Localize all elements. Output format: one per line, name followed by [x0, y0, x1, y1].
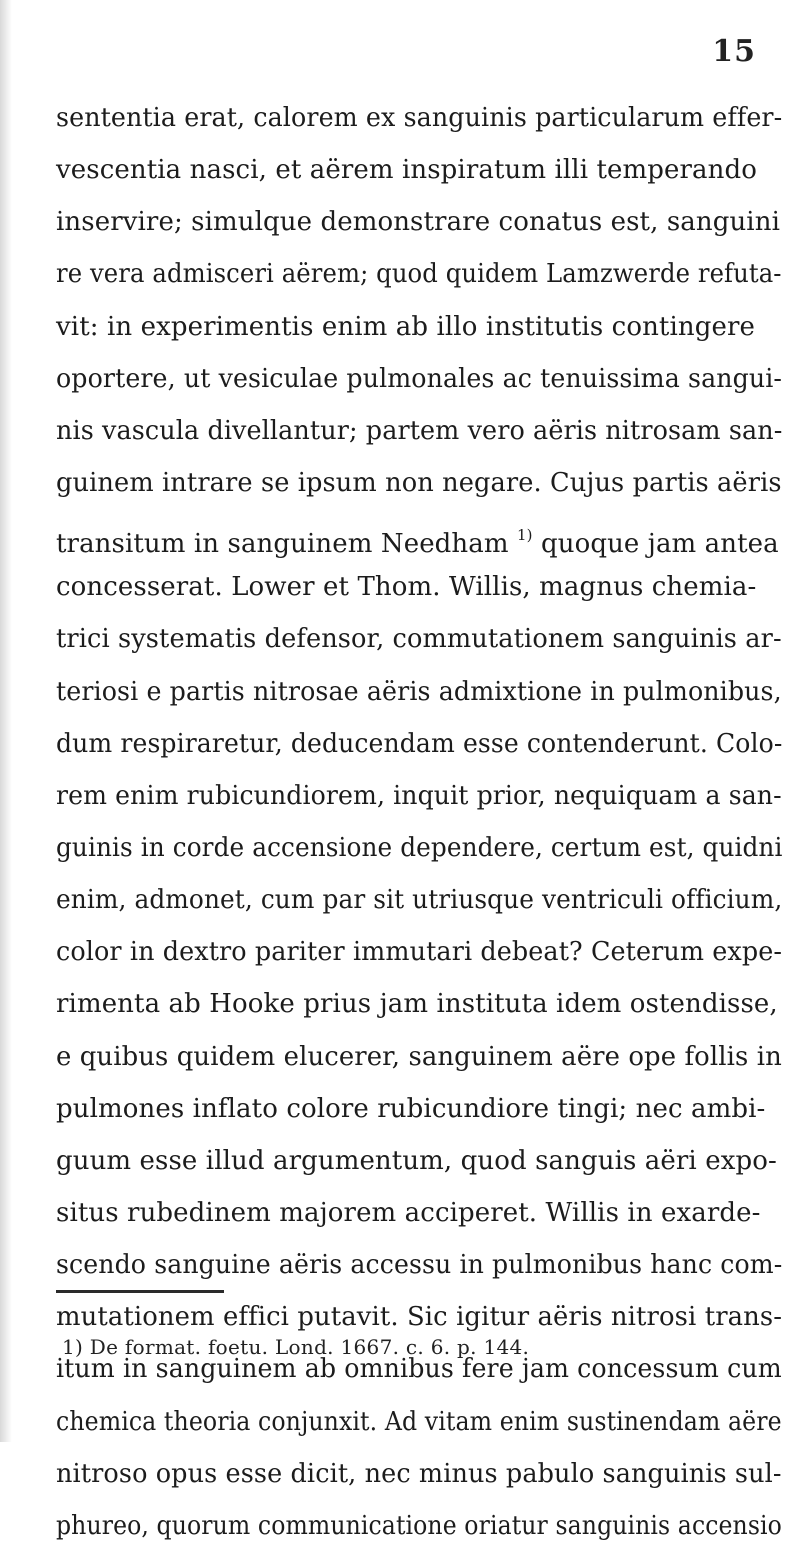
- text-line: scendo sanguine aëris accessu in pulmonibus hanc com-: [56, 1250, 783, 1281]
- text-line: guinis in corde accensione dependere, certum est, quidni: [56, 832, 783, 863]
- text-line: sententia erat, calorem ex sanguinis particularum effer-: [56, 103, 783, 133]
- text-line: phureo, quorum communicatione oriatur sanguinis accensio: [56, 1510, 782, 1541]
- text-line: color in dextro pariter immutari debeat? Ceterum expe-: [56, 937, 783, 968]
- text-line: chemica theoria conjunxit. Ad vitam enim sustinendam aëre: [56, 1406, 782, 1437]
- text-line: mutationem effici putavit. Sic igitur aëris nitrosi trans-: [56, 1302, 783, 1333]
- footnote: 1) De format. foetu. Lond. 1667. c. 6. p. 144.: [62, 1335, 530, 1359]
- text-line: enim, admonet, cum par sit utriusque ventriculi officium,: [56, 885, 783, 916]
- text-line-end: quoque jam antea: [541, 529, 779, 560]
- text-line: teriosi e partis nitrosae aëris admixtione in pulmonibus,: [56, 676, 782, 707]
- footnote-divider: [56, 1290, 224, 1293]
- page-number: 15: [712, 34, 756, 69]
- text-line: vit: in experimentis enim ab illo institutis contingere: [56, 311, 755, 342]
- text-line-with-note: [56, 509, 782, 561]
- text-line: situs rubedinem majorem acciperet. Willis in exarde-: [56, 1197, 761, 1228]
- text-line: re vera admisceri aërem; quod quidem Lamzwerde refuta-: [56, 259, 782, 290]
- text-line: rem enim rubicundiorem, inquit prior, nequiquam a san-: [56, 780, 782, 811]
- text-line: oportere, ut vesiculae pulmonales ac tenuissima sangui-: [56, 363, 783, 394]
- text-line: guinem intrare se ipsum non negare. Cujus partis aëris: [56, 467, 782, 498]
- body-text: [56, 92, 782, 1552]
- footnote-marker: 1): [517, 526, 533, 545]
- text-line: rimenta ab Hooke prius jam instituta idem ostendisse,: [56, 989, 778, 1020]
- text-line: vescentia nasci, et aërem inspiratum illi temperando: [56, 155, 757, 186]
- text-line: e quibus quidem elucerer, sanguinem aëre ope follis in: [56, 1041, 782, 1072]
- text-line: inservire; simulque demonstrare conatus est, sanguini: [56, 207, 780, 238]
- text-line: nis vascula divellantur; partem vero aëris nitrosam san-: [56, 415, 783, 446]
- text-line: trici systematis defensor, commutationem sanguinis ar-: [56, 624, 782, 655]
- text-line: dum respiraretur, deducendam esse contenderunt. Colo-: [56, 728, 783, 759]
- text-line: itum in sanguinem ab omnibus fere jam concessum cum: [56, 1354, 782, 1385]
- text-line: guum esse illud argumentum, quod sanguis aëri expo-: [56, 1145, 777, 1176]
- text-line: nitroso opus esse dicit, nec minus pabulo sanguinis sul-: [56, 1458, 782, 1489]
- text-line: concesserat. Lower et Thom. Willis, magnus chemia-: [56, 572, 757, 603]
- text-line-start: transitum in sanguinem Needham: [56, 529, 509, 560]
- text-line: pulmones inflato colore rubicundiore tingi; nec ambi-: [56, 1093, 766, 1124]
- page-edge-shadow: [0, 0, 12, 1442]
